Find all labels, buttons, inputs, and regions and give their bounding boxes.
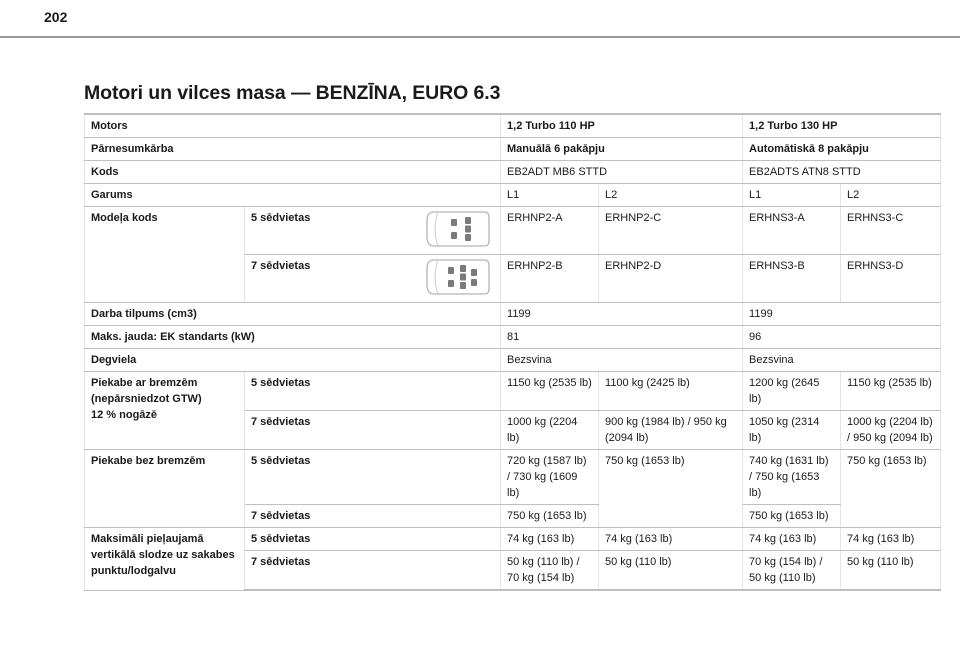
row-label: Piekabe ar bremzēm (nepārsniedzot GTW) 12 % nogāzē: [85, 372, 245, 450]
table-cell: 74 kg (163 lb): [599, 528, 743, 551]
table-cell: 50 kg (110 lb): [599, 551, 743, 591]
table-cell: 750 kg (1653 lb): [501, 505, 599, 528]
table-cell: 96: [743, 326, 941, 349]
table-row: [85, 303, 941, 326]
table-row: [85, 161, 941, 184]
row-label: Garums: [85, 184, 501, 207]
table-cell: L1: [743, 184, 841, 207]
table-cell: Bezsvina: [501, 349, 743, 372]
row-label: Modeļa kods: [85, 207, 245, 303]
table-row: [85, 372, 941, 411]
table-cell: 74 kg (163 lb): [743, 528, 841, 551]
table-cell: 1000 kg (2204 lb) / 950 kg (2094 lb): [841, 411, 941, 450]
table-row: [85, 114, 941, 138]
table-cell: L1: [501, 184, 599, 207]
table-cell: 1000 kg (2204 lb): [501, 411, 599, 450]
table-cell: 1200 kg (2645 lb): [743, 372, 841, 411]
row-label: Darba tilpums (cm3): [85, 303, 501, 326]
table-cell: 74 kg (163 lb): [841, 528, 941, 551]
table-cell: ERHNP2-D: [599, 255, 743, 303]
table-cell: EB2ADT MB6 STTD: [501, 161, 743, 184]
seat-label: 5 sēdvietas: [251, 212, 311, 224]
engine-spec-table: [84, 113, 941, 591]
table-cell: 50 kg (110 lb) / 70 kg (154 lb): [501, 551, 599, 591]
row-label: Piekabe bez bremzēm: [85, 450, 245, 528]
row-label: Maks. jauda: EK standarts (kW): [85, 326, 501, 349]
table-cell: 1150 kg (2535 lb): [841, 372, 941, 411]
table-cell: 1150 kg (2535 lb): [501, 372, 599, 411]
page-title: Motori un vilces masa — BENZĪNA, EURO 6.3: [84, 82, 501, 104]
table-row: [85, 207, 941, 255]
row-label: Motors: [85, 114, 501, 138]
table-cell: 720 kg (1587 lb) / 730 kg (1609 lb): [501, 450, 599, 505]
table-row: [85, 326, 941, 349]
table-cell: ERHNS3-D: [841, 255, 941, 303]
table-cell: 1100 kg (2425 lb): [599, 372, 743, 411]
table-cell: Automātiskā 8 pakāpju: [743, 138, 941, 161]
seat-label: 5 sēdvietas: [245, 528, 501, 551]
table-row: [85, 528, 941, 551]
table-cell: ERHNP2-C: [599, 207, 743, 255]
table-row: [85, 184, 941, 207]
row-label: Pārnesumkārba: [85, 138, 501, 161]
table-cell: Bezsvina: [743, 349, 941, 372]
table-cell: 74 kg (163 lb): [501, 528, 599, 551]
table-cell: 750 kg (1653 lb): [743, 505, 841, 528]
table-cell: 750 kg (1653 lb): [599, 450, 743, 528]
row-label: Kods: [85, 161, 501, 184]
seat-label: 5 sēdvietas: [245, 372, 501, 411]
van-7-seats-icon: [424, 257, 492, 297]
seat-label: 7 sēdvietas: [245, 551, 501, 591]
table-cell: 50 kg (110 lb): [841, 551, 941, 591]
seat-cell: [245, 207, 501, 255]
seat-label: 5 sēdvietas: [245, 450, 501, 505]
table-row: [85, 349, 941, 372]
table-cell: 1,2 Turbo 110 HP: [501, 114, 743, 138]
table-cell: L2: [841, 184, 941, 207]
van-5-seats-icon: [424, 209, 492, 249]
table-cell: 1,2 Turbo 130 HP: [743, 114, 941, 138]
table-cell: L2: [599, 184, 743, 207]
table-row: [85, 450, 941, 505]
table-cell: 750 kg (1653 lb): [841, 450, 941, 528]
table-cell: 1199: [743, 303, 941, 326]
table-cell: 740 kg (1631 lb) / 750 kg (1653 lb): [743, 450, 841, 505]
seat-cell: [245, 255, 501, 303]
table-cell: Manuālā 6 pakāpju: [501, 138, 743, 161]
table-cell: 1050 kg (2314 lb): [743, 411, 841, 450]
header-rule: [0, 36, 960, 38]
table-row: [85, 138, 941, 161]
table-cell: ERHNS3-A: [743, 207, 841, 255]
table-cell: ERHNS3-C: [841, 207, 941, 255]
table-cell: 900 kg (1984 lb) / 950 kg (2094 lb): [599, 411, 743, 450]
table-cell: 1199: [501, 303, 743, 326]
row-label: Maksimāli pieļaujamā vertikālā slodze uz sakabes punktu/lodgalvu: [85, 528, 245, 591]
table-cell: ERHNS3-B: [743, 255, 841, 303]
seat-label: 7 sēdvietas: [245, 411, 501, 450]
table-cell: 81: [501, 326, 743, 349]
seat-label: 7 sēdvietas: [245, 505, 501, 528]
seat-label: 7 sēdvietas: [251, 260, 311, 272]
page-number: 202: [44, 9, 68, 25]
table-cell: ERHNP2-A: [501, 207, 599, 255]
table-cell: ERHNP2-B: [501, 255, 599, 303]
table-cell: 70 kg (154 lb) / 50 kg (110 lb): [743, 551, 841, 591]
table-cell: EB2ADTS ATN8 STTD: [743, 161, 941, 184]
row-label: Degviela: [85, 349, 501, 372]
